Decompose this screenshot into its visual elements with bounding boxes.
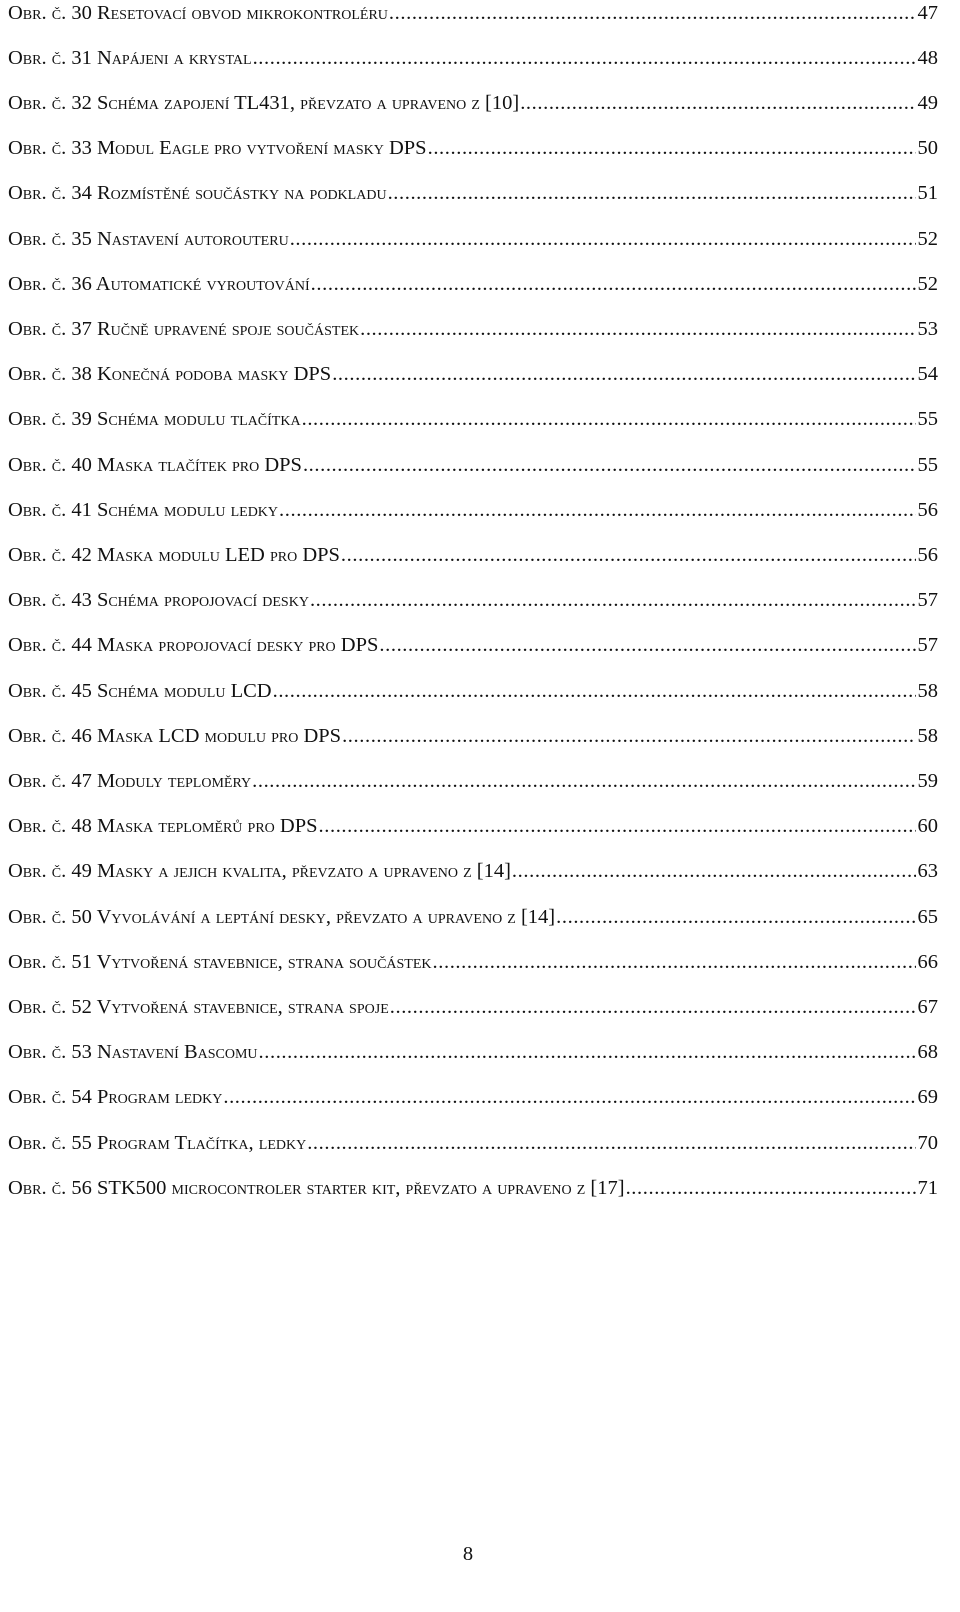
entry-page: 54 — [917, 363, 938, 385]
entry-page: 63 — [917, 860, 938, 882]
dot-leader — [253, 45, 916, 71]
entry-page: 51 — [917, 182, 938, 204]
dot-leader — [626, 1175, 916, 1201]
list-item[interactable] — [8, 723, 938, 749]
entry-label: Obr. č. 39 Schéma modulu tlačítka — [8, 408, 301, 430]
list-item[interactable] — [8, 1039, 938, 1065]
entry-label: Obr. č. 30 Resetovací obvod mikrokontroléru — [8, 2, 388, 24]
list-item[interactable] — [8, 406, 938, 432]
entry-label: Obr. č. 53 Nastavení Bascomu — [8, 1041, 258, 1063]
entry-label: Obr. č. 43 Schéma propojovací desky — [8, 589, 309, 611]
entry-label: Obr. č. 31 Napájeni a krystal — [8, 47, 252, 69]
entry-label: Obr. č. 36 Automatické vyroutování — [8, 273, 310, 295]
list-item[interactable] — [8, 768, 938, 794]
list-item[interactable] — [8, 632, 938, 658]
list-item[interactable] — [8, 813, 938, 839]
entry-page: 58 — [917, 680, 938, 702]
dot-leader — [319, 813, 916, 839]
entry-label: Obr. č. 45 Schéma modulu LCD — [8, 680, 272, 702]
dot-leader — [311, 271, 916, 297]
entry-page: 55 — [917, 408, 938, 430]
entry-label: Obr. č. 34 Rozmístěné součástky na podkladu — [8, 182, 387, 204]
entry-page: 53 — [917, 318, 938, 340]
list-item[interactable] — [8, 587, 938, 613]
entry-page: 68 — [917, 1041, 938, 1063]
entry-page: 70 — [917, 1132, 938, 1154]
dot-leader — [512, 858, 916, 884]
entry-label: Obr. č. 56 STK500 microcontroler starter kit, převzato a upraveno z [17] — [8, 1177, 625, 1199]
entry-label: Obr. č. 47 Moduly teploměry — [8, 770, 252, 792]
list-item[interactable] — [8, 452, 938, 478]
page-number: 8 — [462, 1543, 474, 1565]
entry-label: Obr. č. 35 Nastavení autorouteru — [8, 228, 289, 250]
entry-label: Obr. č. 32 Schéma zapojení TL431, převzato a upraveno z [10] — [8, 92, 520, 114]
list-item[interactable] — [8, 90, 938, 116]
entry-page: 56 — [917, 499, 938, 521]
dot-leader — [556, 904, 915, 930]
entry-page: 57 — [917, 634, 938, 656]
dot-leader — [433, 949, 916, 975]
entry-page: 59 — [917, 770, 938, 792]
entry-page: 66 — [917, 951, 938, 973]
entry-page: 60 — [917, 815, 938, 837]
dot-leader — [223, 1084, 915, 1110]
entry-page: 49 — [917, 92, 938, 114]
entry-page: 57 — [917, 589, 938, 611]
list-item[interactable] — [8, 858, 938, 884]
entry-page: 47 — [917, 2, 938, 24]
dot-leader — [303, 452, 916, 478]
list-item[interactable] — [8, 949, 938, 975]
dot-leader — [279, 497, 915, 523]
dot-leader — [273, 678, 916, 704]
entry-label: Obr. č. 46 Maska LCD modulu pro DPS — [8, 725, 342, 747]
entry-page: 58 — [917, 725, 938, 747]
dot-leader — [307, 1130, 915, 1156]
list-item[interactable] — [8, 994, 938, 1020]
entry-label: Obr. č. 49 Masky a jejich kvalita, převzato a upraveno z [14] — [8, 860, 511, 882]
entry-label: Obr. č. 41 Schéma modulu ledky — [8, 499, 279, 521]
entry-label: Obr. č. 50 Vyvolávání a leptání desky, převzato a upraveno z [14] — [8, 906, 556, 928]
dot-leader — [388, 180, 916, 206]
list-item[interactable] — [8, 361, 938, 387]
entry-label: Obr. č. 38 Konečná podoba masky DPS — [8, 363, 332, 385]
dot-leader — [332, 361, 915, 387]
list-item[interactable] — [8, 678, 938, 704]
dot-leader — [259, 1039, 916, 1065]
entry-page: 71 — [917, 1177, 938, 1199]
list-item[interactable] — [8, 542, 938, 568]
list-item[interactable] — [8, 180, 938, 206]
list-item[interactable] — [8, 45, 938, 71]
entry-label: Obr. č. 37 Ručně upravené spoje součástek — [8, 318, 360, 340]
dot-leader — [252, 768, 915, 794]
dot-leader — [310, 587, 916, 613]
dot-leader — [428, 135, 916, 161]
entry-label: Obr. č. 48 Maska teploměrů pro DPS — [8, 815, 318, 837]
list-item[interactable] — [8, 1130, 938, 1156]
entry-label: Obr. č. 54 Program ledky — [8, 1086, 223, 1108]
entry-label: Obr. č. 33 Modul Eagle pro vytvoření masky DPS — [8, 137, 427, 159]
dot-leader — [302, 406, 916, 432]
entry-page: 69 — [917, 1086, 938, 1108]
entry-page: 48 — [917, 47, 938, 69]
entry-page: 56 — [917, 544, 938, 566]
list-item[interactable] — [8, 904, 938, 930]
entry-page: 52 — [917, 228, 938, 250]
dot-leader — [379, 632, 915, 658]
list-item[interactable] — [8, 1175, 938, 1201]
entry-page: 67 — [917, 996, 938, 1018]
entry-label: Obr. č. 51 Vytvořená stavebnice, strana součástek — [8, 951, 432, 973]
entry-page: 55 — [917, 454, 938, 476]
list-item[interactable] — [8, 497, 938, 523]
dot-leader — [360, 316, 915, 342]
list-item[interactable] — [8, 135, 938, 161]
dot-leader — [389, 0, 916, 26]
entry-label: Obr. č. 42 Maska modulu LED pro DPS — [8, 544, 340, 566]
entry-page: 50 — [917, 137, 938, 159]
list-item[interactable] — [8, 226, 938, 252]
dot-leader — [290, 226, 916, 252]
list-item[interactable] — [8, 271, 938, 297]
dot-leader — [341, 542, 916, 568]
dot-leader — [342, 723, 915, 749]
list-item[interactable] — [8, 316, 938, 342]
dot-leader — [390, 994, 916, 1020]
entry-label: Obr. č. 52 Vytvořená stavebnice, strana spoje — [8, 996, 389, 1018]
entry-label: Obr. č. 40 Maska tlačítek pro DPS — [8, 454, 302, 476]
entry-label: Obr. č. 55 Program Tlačítka, ledky — [8, 1132, 307, 1154]
entry-page: 52 — [917, 273, 938, 295]
list-item[interactable] — [8, 0, 938, 26]
list-item[interactable] — [8, 1084, 938, 1110]
entry-label: Obr. č. 44 Maska propojovací desky pro DPS — [8, 634, 379, 656]
dot-leader — [520, 90, 915, 116]
entry-page: 65 — [917, 906, 938, 928]
